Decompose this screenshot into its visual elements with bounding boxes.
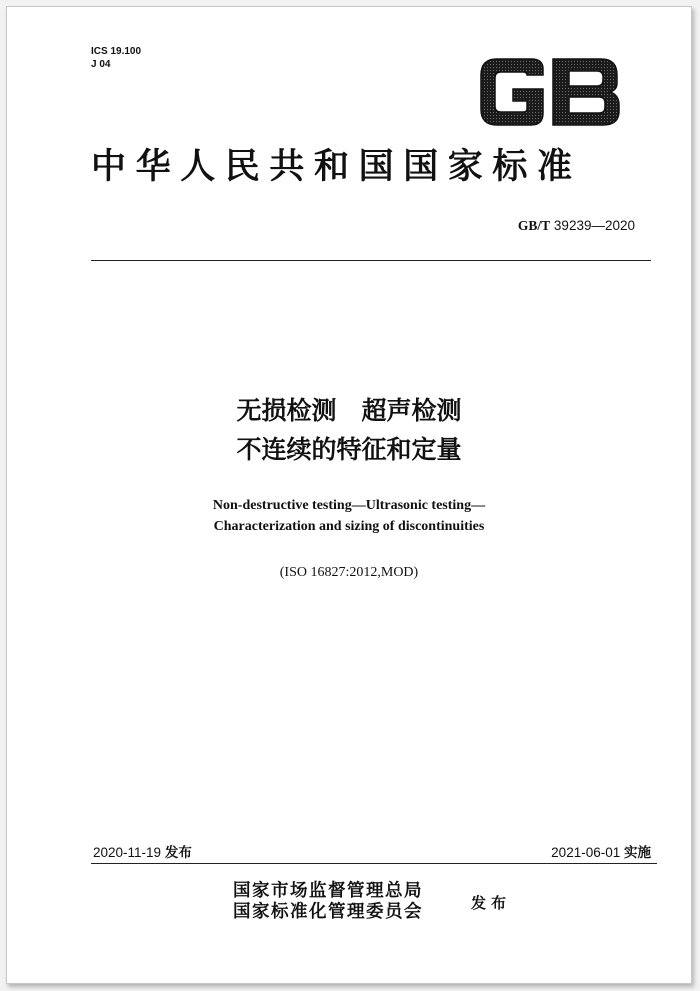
implementation-date [551,841,651,861]
title-en-line1: Non-destructive testing—Ultrasonic testing— [212,498,486,513]
standard-prefix: GB/T [517,218,551,233]
title-cn-line2: 不连续的特征和定量 [236,435,462,464]
classification-codes [91,45,141,71]
iso-reference: (ISO 16827:2012,MOD) [279,565,419,580]
issuer-sac: 国家标准化管理委员会 [233,902,423,922]
issuing-authorities [233,881,423,923]
title-en-line2: Characterization and sizing of discontinuities [213,519,485,534]
ccs-code: J 04 [91,59,111,70]
bottom-divider [91,863,657,864]
publish-label: 发布 [471,894,512,912]
title-cn-line1: 无损检测 超声检测 [236,396,462,425]
ics-code: ICS 19.100 [91,46,142,57]
gb-logo-icon [477,57,623,127]
standard-code: 39239—2020 [553,218,635,233]
impl-date-label: 实施 [624,845,651,861]
impl-date-value: 2021-06-01 [551,845,621,860]
top-divider [91,260,651,261]
issuer-samr: 国家市场监督管理总局 [233,881,423,901]
issue-date-value: 2020-11-19 [93,845,162,860]
standard-cover-page [6,6,692,984]
issue-date [93,841,192,861]
issue-date-label: 发布 [164,845,192,861]
org-title: 中华人民共和国国家标准 [91,146,582,187]
standard-number [518,218,635,234]
